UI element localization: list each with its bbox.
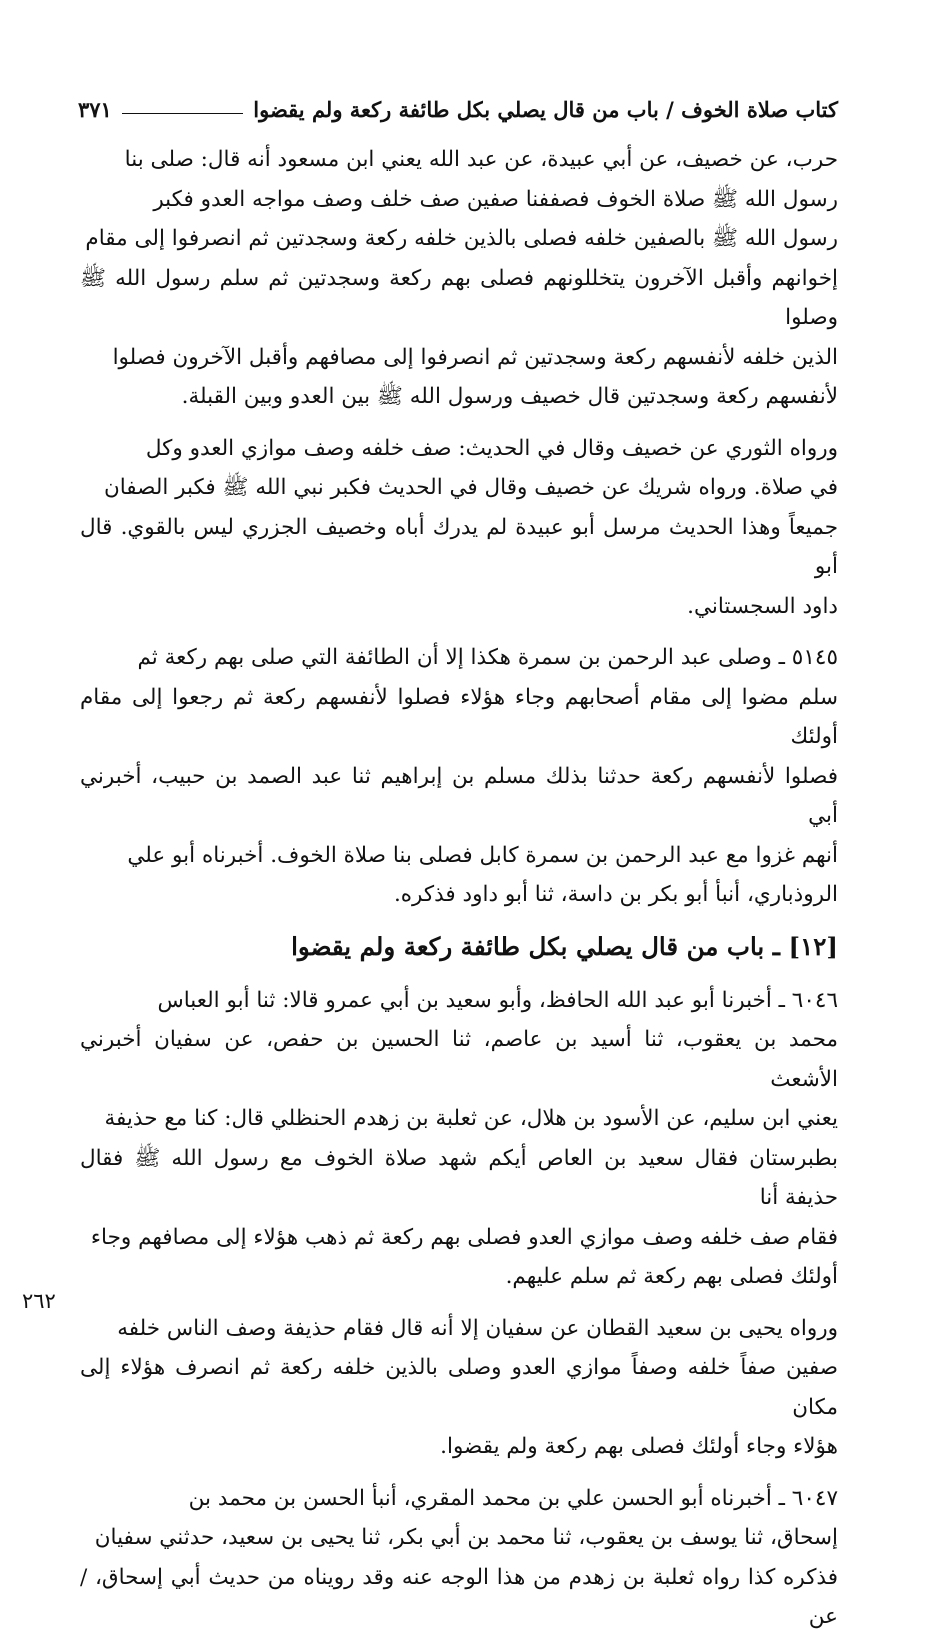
text-line: صفين صفاً خلفه وصفاً موازي العدو وصلى بالذين خلفه ركعة ثم انصرف هؤلاء إلى مكان: [80, 1355, 838, 1420]
paragraph: [80, 429, 838, 627]
page-number: ٣٧١: [78, 97, 112, 122]
text-line: فقام صف خلفه وصف موازي العدو فصلى بهم ركعة ثم ذهب هؤلاء إلى مصافهم وجاء: [90, 1224, 838, 1250]
text-line: يعني ابن سليم، عن الأسود بن هلال، عن ثعلبة بن زهدم الحنظلي قال: كنا مع حذيفة: [104, 1106, 838, 1131]
section-title: [١٢] ـ باب من قال يصلي بكل طائفة ركعة ولم يقضوا: [291, 931, 838, 961]
text-line: بطبرستان فقال سعيد بن العاص أيكم شهد صلاة الخوف مع رسول الله ﷺ فقال حذيفة أنا: [80, 1145, 838, 1210]
text-line: الروذباري، أنبأ أبو بكر بن داسة، ثنا أبو داود فذكره.: [393, 882, 838, 907]
text-line: ٦٠٤٧ ـ أخبرناه أبو الحسن علي بن محمد المقري، أنبأ الحسن بن محمد بن: [188, 1485, 838, 1511]
text-line: هؤلاء وجاء أولئك فصلى بهم ركعة ولم يقضوا.: [440, 1434, 838, 1459]
margin-number: ٢٦٢: [22, 1289, 56, 1313]
text-line: ورواه يحيى بن سعيد القطان عن سفيان إلا أنه قال فقام حذيفة وصف الناس خلفه: [117, 1315, 838, 1341]
text-line: في صلاة. ورواه شريك عن خصيف وقال في الحديث فكبر نبي الله ﷺ فكبر الصفان: [103, 475, 838, 500]
page-body: [80, 140, 838, 1649]
text-line: ورواه الثوري عن خصيف وقال في الحديث: صف خلفه وصف موازي العدو وكل: [145, 435, 838, 461]
text-line: أنهم غزوا مع عبد الرحمن بن سمرة كابل فصلى بنا صلاة الخوف. أخبرناه أبو علي: [127, 842, 838, 868]
text-line: أولئك فصلى بهم ركعة ثم سلم عليهم.: [505, 1264, 838, 1289]
text-line: إخوانهم وأقبل الآخرون يتخللونهم فصلى بهم ركعة وسجدتين ثم سلم رسول الله ﷺ وصلوا: [80, 265, 838, 330]
running-title: كتاب صلاة الخوف / باب من قال يصلي بكل طائفة ركعة ولم يقضوا: [253, 97, 838, 122]
paragraph: [80, 638, 838, 915]
text-line: داود السجستاني.: [687, 593, 838, 619]
text-line: رسول الله ﷺ بالصفين خلفه فصلى بالذين خلفه ركعة وسجدتين ثم انصرفوا إلى مقام: [85, 226, 838, 251]
text-line: محمد بن يعقوب، ثنا أسيد بن عاصم، ثنا الحسين بن حفص، عن سفيان أخبرني الأشعث: [80, 1027, 838, 1092]
text-line: فصلوا لأنفسهم ركعة حدثنا بذلك مسلم بن إبراهيم ثنا عبد الصمد بن حبيب، أخبرني أبي: [80, 763, 838, 828]
paragraph: [80, 981, 838, 1297]
page-header: [78, 86, 838, 122]
text-line: رسول الله ﷺ صلاة الخوف فصففنا صفين صف خلف وصف مواجه العدو فكبر: [153, 186, 838, 212]
text-line: الذين خلفه لأنفسهم ركعة وسجدتين ثم انصرفوا إلى مصافهم وأقبل الآخرون فصلوا: [112, 344, 838, 370]
paragraph: [80, 1309, 838, 1467]
text-line: ٥١٤٥ ـ وصلى عبد الرحمن بن سمرة هكذا إلا أن الطائفة التي صلى بهم ركعة ثم: [137, 645, 838, 670]
paragraph: [80, 1479, 838, 1637]
text-line: سلم مضوا إلى مقام أصحابهم وجاء هؤلاء فصلوا لأنفسهم ركعة ثم رجعوا إلى مقام أولئك: [80, 684, 838, 749]
text-line: جميعاً وهذا الحديث مرسل أبو عبيدة لم يدرك أباه وخصيف الجزري ليس بالقوي. قال أبو: [80, 514, 838, 579]
text-line: فذكره كذا رواه ثعلبة بن زهدم من هذا الوجه عنه وقد رويناه من حديث أبي إسحاق، /عن: [80, 1564, 838, 1629]
text-line: ٦٠٤٦ ـ أخبرنا أبو عبد الله الحافظ، وأبو سعيد بن أبي عمرو قالا: ثنا أبو العباس: [157, 987, 838, 1013]
text-line: لأنفسهم ركعة وسجدتين قال خصيف ورسول الله ﷺ بين العدو وبين القبلة.: [181, 384, 838, 409]
text-line: حرب، عن خصيف، عن أبي عبيدة، عن عبد الله يعني ابن مسعود أنه قال: صلى بنا: [124, 147, 838, 172]
paragraph: [80, 140, 838, 417]
text-line: إسحاق، ثنا يوسف بن يعقوب، ثنا محمد بن أبي بكر، ثنا يحيى بن سعيد، حدثني سفيان: [94, 1525, 838, 1550]
header-rule: [122, 113, 243, 114]
